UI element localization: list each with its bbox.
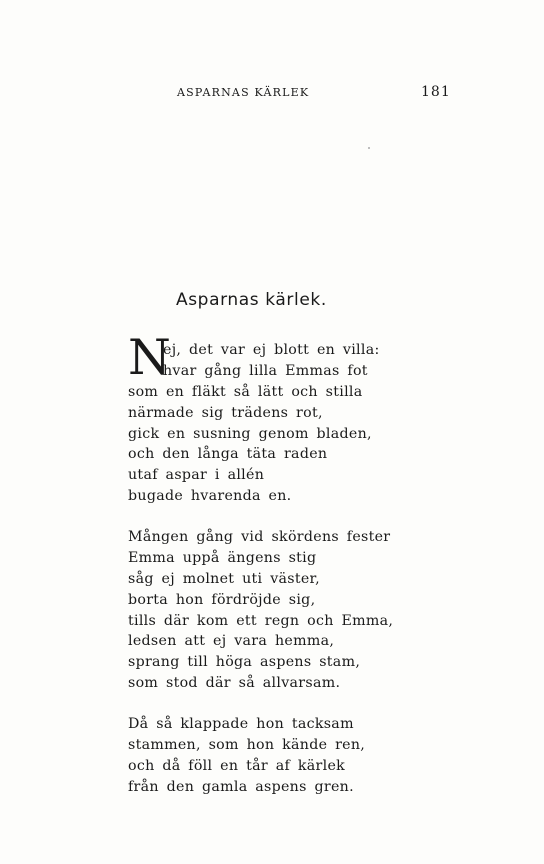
- poem-title: Asparnas kärlek.: [176, 290, 327, 310]
- stanza-2-line-3: såg ej molnet uti väster,: [128, 571, 320, 587]
- stanza-2-line-4: borta hon fördröjde sig,: [128, 592, 316, 608]
- stanza-1-line-2: hvar gång lilla Emmas fot: [163, 363, 368, 379]
- stanza-3-line-4: från den gamla aspens gren.: [128, 779, 354, 795]
- stanza-2-line-8: som stod där så allvarsam.: [128, 675, 341, 691]
- drop-cap: N: [128, 329, 171, 386]
- stanza-3-line-3: och då föll en tår af kärlek: [128, 758, 346, 774]
- stanza-2-line-5: tills där kom ett regn och Emma,: [128, 613, 394, 629]
- stanza-1-line-3: som en fläkt så lätt och stilla: [128, 384, 363, 400]
- stanza-1-line-7: utaf aspar i allén: [128, 467, 265, 483]
- stanza-1-line-5: gick en susning genom bladen,: [128, 426, 372, 442]
- stanza-2-line-6: ledsen att ej vara hemma,: [128, 633, 335, 649]
- running-header-title: ASPARNAS KÄRLEK: [177, 86, 310, 99]
- stanza-2-line-1: Mången gång vid skördens fester: [128, 529, 391, 545]
- stanza-2-line-7: sprang till höga aspens stam,: [128, 654, 361, 670]
- stanza-1-line-8: bugade hvarenda en.: [128, 488, 292, 504]
- stanza-2-line-2: Emma uppå ängens stig: [128, 550, 317, 566]
- stanza-1-line-4: närmade sig trädens rot,: [128, 405, 323, 421]
- page-number: 181: [421, 84, 451, 100]
- stanza-1-line-6: och den långa täta raden: [128, 446, 328, 462]
- stanza-3-line-2: stammen, som hon kände ren,: [128, 737, 366, 753]
- stanza-1-line-1: ej, det var ej blott en villa:: [163, 342, 380, 358]
- print-speck: [368, 147, 370, 149]
- stanza-3-line-1: Då så klappade hon tacksam: [128, 716, 354, 732]
